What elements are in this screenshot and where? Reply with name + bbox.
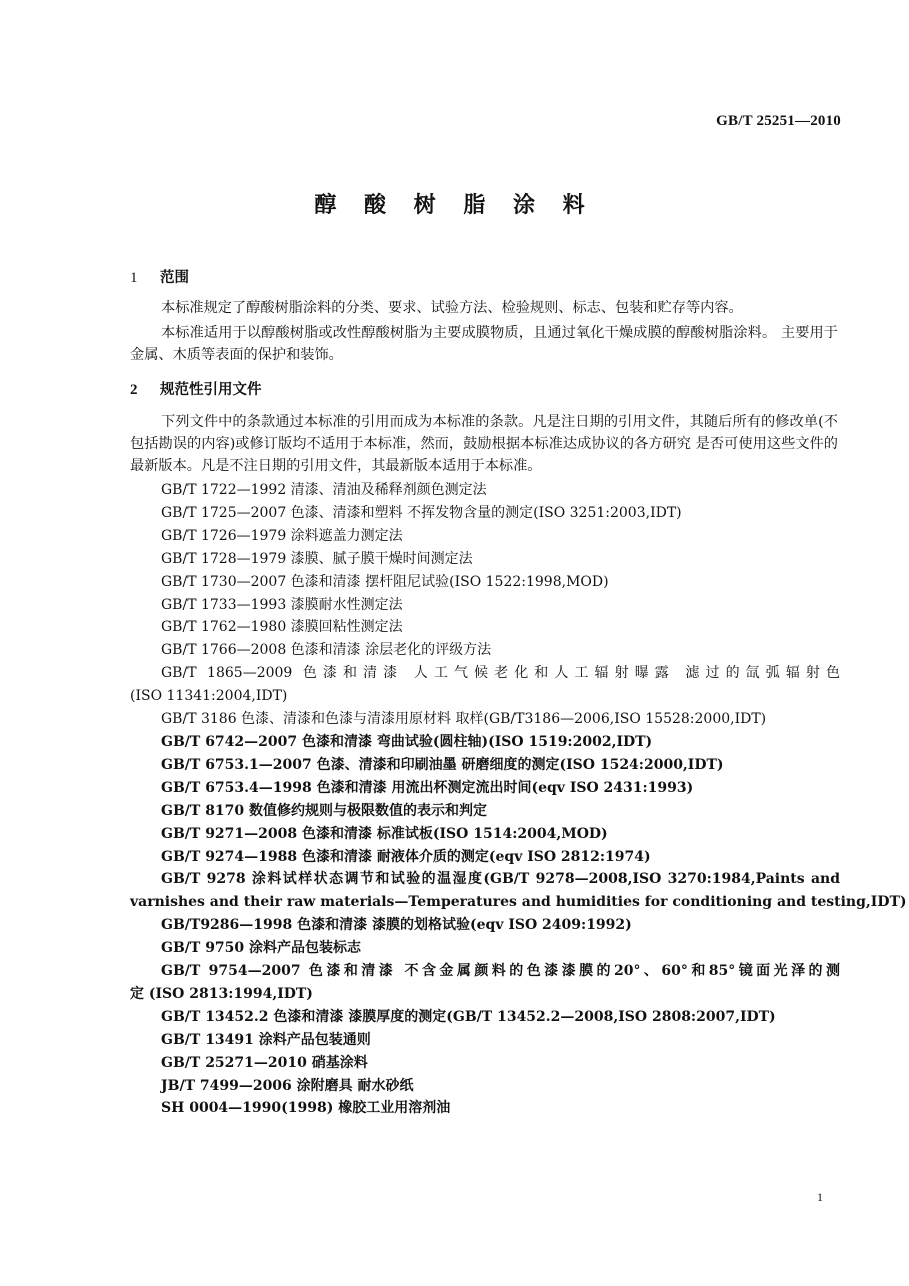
reference-item (130, 548, 840, 571)
reference-line: GB/T 1730—2007 色漆和清漆 摆杆阻尼试验(ISO 1522:1998,MOD) (161, 573, 609, 590)
reference-line: JB/T 7499—2006 涂附磨具 耐水砂纸 (161, 1077, 414, 1094)
reference-line: GB/T 8170 数值修约规则与极限数值的表示和判定 (161, 802, 488, 819)
reference-line: GB/T 6742—2007 色漆和清漆 弯曲试验(圆柱轴)(ISO 1519:2002,IDT) (161, 733, 653, 750)
reference-item (130, 594, 840, 617)
reference-item (130, 868, 907, 914)
reference-item (130, 846, 840, 869)
references-intro: 下列文件中的条款通过本标准的引用而成为本标准的条款。凡是注日期的引用文件，其随后所有的修改单(不包括勘误的内容)或修订版均不适用于本标准，然而，鼓励根据本标准达成协议的各方研究 是否可使用这些文件的最新版本。凡是不注日期的引用文件，其最新版本适用于本标准。 (130, 414, 838, 474)
reference-line: GB/T 1726—1979 涂料遮盖力测定法 (161, 527, 403, 544)
reference-line: varnishes and their raw materials—Temperatures and humidities for conditioning and testing,IDT) (130, 894, 907, 911)
reference-item (130, 960, 840, 1006)
reference-line: GB/T 3186 色漆、清漆和色漆与清漆用原材料 取样(GB/T3186—2006,ISO 15528:2000,IDT) (161, 711, 767, 728)
reference-line: GB/T 1865—2009 色漆和清漆 人工气候老化和人工辐射曝露 滤过的氙弧辐射色 (161, 665, 840, 682)
reference-item (130, 937, 840, 960)
reference-item (130, 1075, 840, 1098)
reference-line: GB/T 9750 涂料产品包装标志 (161, 940, 362, 957)
reference-line: GB/T 13491 涂料产品包装通则 (161, 1031, 371, 1048)
reference-item (130, 823, 840, 846)
scope-paragraph-1: 本标准规定了醇酸树脂涂料的分类、要求、试验方法、检验规则、标志、包装和贮存等内容。 (161, 300, 743, 316)
reference-line: GB/T 9271—2008 色漆和清漆 标准试板(ISO 1514:2004,MOD) (161, 825, 608, 842)
reference-item (130, 1052, 840, 1075)
reference-item (130, 777, 840, 800)
section-2-heading (130, 378, 262, 399)
reference-line: GB/T 1725—2007 色漆、清漆和塑料 不挥发物含量的测定(ISO 3251:2003,IDT) (161, 504, 682, 521)
reference-line: GB/T 9754—2007 色漆和清漆 不含金属颜料的色漆漆膜的20°、60°和85°镜面光泽的测 (161, 963, 840, 980)
reference-item (130, 1097, 840, 1120)
reference-item (130, 502, 840, 525)
reference-line: GB/T 6753.4—1998 色漆和清漆 用流出杯测定流出时间(eqv ISO 2431:1993) (161, 779, 694, 796)
reference-line: SH 0004—1990(1998) 橡胶工业用溶剂油 (161, 1100, 451, 1117)
standard-number: GB/T 25251—2010 (716, 113, 841, 129)
reference-line: GB/T 1722—1992 清漆、清油及稀释剂颜色测定法 (161, 482, 487, 498)
reference-line: GB/T9286—1998 色漆和清漆 漆膜的划格试验(eqv ISO 2409:1992) (161, 917, 632, 934)
reference-item (130, 708, 840, 731)
reference-line: GB/T 1762—1980 漆膜回粘性测定法 (161, 619, 403, 636)
reference-line: (ISO 11341:2004,IDT) (130, 688, 288, 705)
reference-line: 定 (ISO 2813:1994,IDT) (130, 985, 313, 1002)
reference-line: GB/T 9274—1988 色漆和清漆 耐液体介质的测定(eqv ISO 2812:1974) (161, 848, 651, 865)
page-number: 1 (817, 1190, 823, 1204)
document-title: 醇 酸 树 脂 涂 料 (314, 193, 595, 218)
reference-item (130, 800, 840, 823)
reference-line: GB/T 1728—1979 漆膜、腻子膜干燥时间测定法 (161, 550, 473, 567)
section-1-number: 1 (130, 270, 138, 286)
reference-item (130, 1029, 840, 1052)
reference-list (130, 479, 907, 1120)
reference-item (130, 639, 840, 662)
reference-item (130, 914, 840, 937)
reference-item (130, 479, 840, 502)
reference-line: GB/T 13452.2 色漆和清漆 漆膜厚度的测定(GB/T 13452.2—2008,ISO 2808:2007,IDT) (161, 1008, 776, 1025)
reference-line: GB/T 1766—2008 色漆和清漆 涂层老化的评级方法 (161, 642, 492, 659)
reference-item (130, 571, 840, 594)
reference-item (130, 525, 840, 548)
reference-line: GB/T 6753.1—2007 色漆、清漆和印刷油墨 研磨细度的测定(ISO 1524:2000,IDT) (161, 756, 724, 773)
scope-paragraph-2: 本标准适用于以醇酸树脂或改性醇酸树脂为主要成膜物质，且通过氧化干燥成膜的醇酸树脂涂料。 主要用于金属、木质等表面的保护和装饰。 (130, 325, 838, 363)
reference-item (130, 754, 840, 777)
reference-line: GB/T 9278 涂料试样状态调节和试验的温湿度(GB/T 9278—2008,ISO 3270:1984,Paints and (161, 871, 840, 888)
reference-line: GB/T 1733—1993 漆膜耐水性测定法 (161, 596, 403, 613)
section-1-heading (130, 266, 189, 287)
reference-item (130, 616, 840, 639)
section-2-title: 规范性引用文件 (160, 382, 262, 398)
reference-item (130, 731, 840, 754)
reference-line: GB/T 25271—2010 硝基涂料 (161, 1054, 368, 1071)
section-2-number: 2 (130, 382, 138, 398)
reference-item (130, 1006, 840, 1029)
reference-item (130, 662, 840, 708)
section-1-title: 范围 (160, 270, 189, 286)
